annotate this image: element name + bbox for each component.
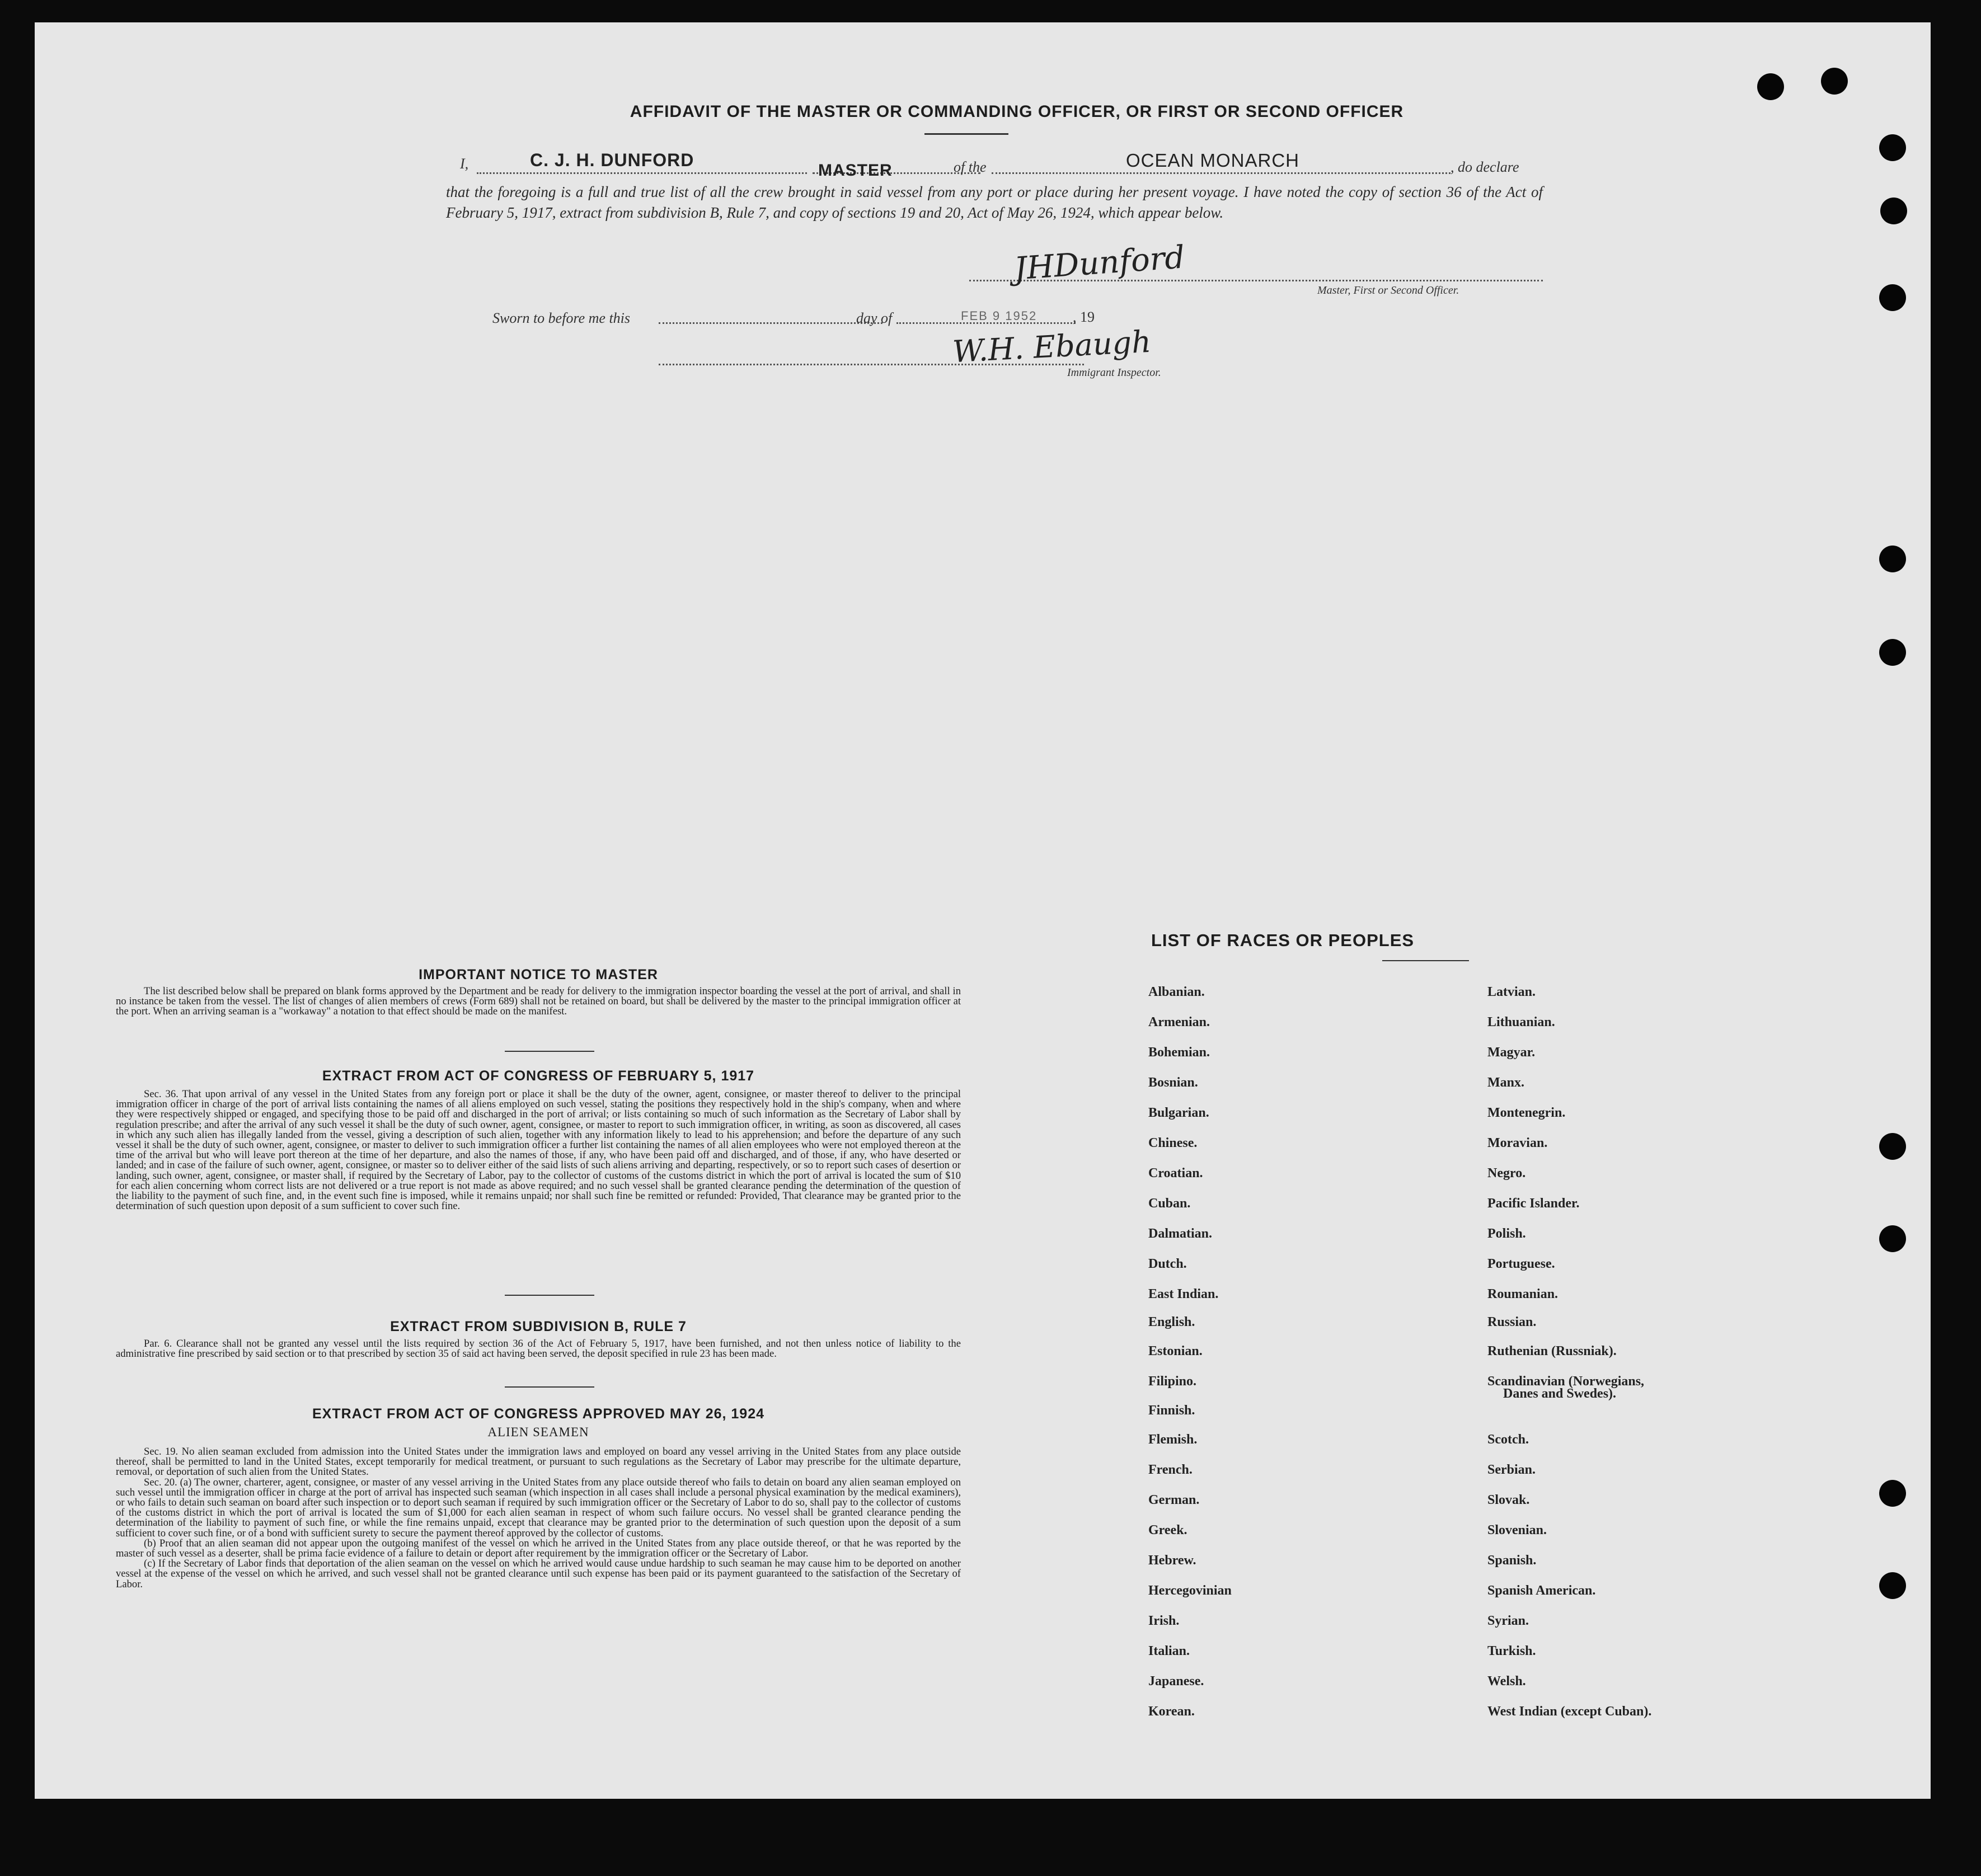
race-item: Hebrew. [1148,1553,1196,1568]
rule-7-text: Par. 6. Clearance shall not be granted any vessel until the lists required by section 36 of the Act of February 5, 1917, have been furnished, and not then unless notice of liability to the administrative fine prescribed by said section or to that prescribed by section 35 of said act having been served, the deposit specified in rule 23 has been made. [116,1338,961,1360]
of-the-label: of the [954,159,987,175]
race-item: Bulgarian. [1148,1106,1209,1120]
race-item: Danes and Swedes). [1503,1386,1617,1401]
important-notice-title: IMPORTANT NOTICE TO MASTER [419,967,658,982]
master-signature: JHDunford [1013,239,1186,288]
race-item: Armenian. [1148,1015,1210,1029]
act-1917-title: EXTRACT FROM ACT OF CONGRESS OF FEBRUARY 5, 1917 [322,1068,755,1084]
inspector-signature: W.H. Ebaugh [951,323,1152,370]
punch-hole [1880,198,1907,224]
race-item: Magyar. [1487,1045,1536,1060]
race-item: Bohemian. [1148,1045,1210,1060]
race-item: Croatian. [1148,1166,1203,1181]
race-item: Turkish. [1487,1644,1536,1658]
race-item: English. [1148,1315,1195,1329]
act-1924-text: Sec. 19. No alien seaman excluded from admission into the United States under the immigration laws and employed on board any vessel arriving in the United States from any place outside thereof, shall be permitted to land in the United States, except temporarily for medical treatment, or pursuant to such regulations as the Secretary of Labor may prescribe for the ultimate departure, removal, or deportation of such alien from the United States. Sec. 20. (a) The owner, charterer, agent, consignee, or master of any vessel arriving in the United States from any place outside thereof who fails to detain on board any alien seaman employed on such vessel until the immigration officer in charge at the port of arrival has inspected such seaman (which inspection in all cases shall include a personal physical examination by the medical examiners), or who fails to detain such seaman on board after such inspection or to deport such seaman if required by such immigration officer or the Secretary of Labor to do so, shall pay to the collector of customs of the customs district in which the port of arrival is located the sum of $1,000 for each alien seaman in respect of whom such failure occurs. No vessel shall be granted clearance pending the determination of the liability to payment of such fine, or while the fine remains unpaid, except that clearance may be granted prior to the determination of such question upon the deposit of a sum sufficient to cover such fine, or of a bond with sufficient surety to secure the payment thereof approved by the collector of customs. (b) Proof that an alien seaman did not appear upon the outgoing manifest of the vessel on which he arrived in the United States from any place outside thereof, or that he was reported by the master of such vessel as a deserter, shall be prima facie evidence of a failure to detain or deport after requirement by the immigration officer or the Secretary of Labor. (c) If the Secretary of Labor finds that deportation of the alien seaman on the vessel on which he arrived would cause undue hardship to such seaman he may cause him to be deported on another vessel at the expense of the vessel on which he arrived, and such vessel shall not be granted clearance until such expense has been paid or its payment guaranteed to the satisfaction of the Secretary of Labor. [116,1446,961,1590]
punch-hole [1879,1133,1906,1160]
race-item: Portuguese. [1487,1257,1555,1271]
race-item: Japanese. [1148,1674,1204,1689]
race-item: Spanish. [1487,1553,1537,1568]
rule-7-title: EXTRACT FROM SUBDIVISION B, RULE 7 [390,1319,687,1334]
race-item: Scandinavian (Norwegians, [1487,1374,1645,1389]
do-declare-label: , do declare [1450,159,1519,175]
race-item: Hercegovinian [1148,1583,1232,1598]
race-item: Estonian. [1148,1344,1203,1358]
race-item: Ruthenian (Russniak). [1487,1344,1617,1358]
punch-hole [1821,68,1848,95]
race-item: Negro. [1487,1166,1526,1181]
punch-hole [1879,1480,1906,1507]
vessel-name: OCEAN MONARCH [1126,150,1300,171]
inspector-caption: Immigrant Inspector. [1067,366,1161,379]
race-item: Greek. [1148,1523,1187,1538]
race-item: Korean. [1148,1704,1195,1719]
act-1917-text: Sec. 36. That upon arrival of any vessel in the United States from any foreign port or place it shall be the duty of the owner, agent, consignee, or master thereof to deliver to the principal immigration officer in charge of the port of arrival lists containing the names of all aliens employed on such vessel, stating the positions they respectively hold in the ship's company, when and where they were respectively shipped or engaged, and specifying those to be paid off and discharged in the port of arrival; or lists containing so much of such information as the Secretary of Labor shall by regulation prescribe; and after the arrival of any such vessel it shall be the duty of such owner, agent, consignee, or master to report to such immigration officer, in writing, as soon as discovered, all cases in which any such alien has illegally landed from the vessel, giving a description of such alien, together with any information likely to lead to his apprehension; and before the departure of any such vessel it shall be the duty of such owner, agent, consignee, or master to deliver to such immigration officer a further list containing the names of all alien employees who were not employed thereon at the time of the arrival but who will leave port thereon at the time of her departure, and also the names of those, if any, who have been paid off and discharged, and of those, if any, who have deserted or landed; and in case of the failure of such owner, agent, consignee, or master so to deliver either of the said lists of such aliens arriving and departing, respectively, or so to report such cases of desertion or landing, such owner, agent, consignee, or master shall, if required by the Secretary of Labor, pay to the collector of customs of the customs district in which the port of arrival is located the sum of $10 for each alien concerning whom correct lists are not delivered or a true report is not made as above required; and no such vessel shall be granted clearance pending the determination of the question of the liability to the payment of such fine, and, in the event such fine is imposed, while it remains unpaid; nor shall such fine be remitted or refunded: Provided, That clearance may be granted prior to the determination of such question upon deposit of a sum sufficient to cover such fine. [116,1088,961,1212]
name-line [477,172,807,174]
race-item: Scotch. [1487,1432,1529,1447]
punch-hole [1879,639,1906,666]
race-item: Slovenian. [1487,1523,1547,1538]
act-1924-title: EXTRACT FROM ACT OF CONGRESS APPROVED MAY 26, 1924 [312,1406,765,1422]
master-name: C. J. H. DUNFORD [530,150,694,170]
sworn-label: Sworn to before me this [492,310,631,326]
race-item: Finnish. [1148,1403,1195,1418]
affidavit-paragraph: that the foregoing is a full and true list of all the crew brought in said vessel from any port or place during her present voyage. I have noted the copy of section 36 of the Act of February 5, 1917, extract from subdivision B, Rule 7, and copy of sections 19 and 20, Act of May 26, 1924, which appear below. [446,184,1543,221]
important-notice-text: The list described below shall be prepared on blank forms approved by the Department and be ready for delivery to the immigration inspector boarding the vessel at the port of arrival, and shall in no instance be taken from the vessel. The list of changes of alien members of crews (Form 689) shall not be retained on board, but shall be delivered by the master to the principal immigration officer at the port. When an arriving seaman is a "workaway" a notation to that effect should be made on the manifest. [116,985,961,1018]
race-item: Syrian. [1487,1614,1529,1628]
race-item: Bosnian. [1148,1075,1198,1090]
races-divider [1382,960,1469,961]
race-item: Italian. [1148,1644,1190,1658]
race-item: Polish. [1487,1226,1526,1241]
sworn-day-line [659,322,882,324]
race-item: Irish. [1148,1614,1180,1628]
year-prefix: , 19 [1073,309,1095,325]
race-item: Roumanian. [1487,1287,1558,1301]
race-item: Chinese. [1148,1136,1198,1150]
master-caption: Master, First or Second Officer. [1317,284,1459,297]
punch-hole [1757,73,1784,100]
punch-hole [1879,1225,1906,1252]
manifest-page [35,22,1931,1799]
race-item: Moravian. [1487,1136,1548,1150]
race-item: German. [1148,1493,1200,1507]
race-item: Flemish. [1148,1432,1198,1447]
affidavit-title: AFFIDAVIT OF THE MASTER OR COMMANDING OFFICER, OR FIRST OR SECOND OFFICER [630,102,1404,121]
act-1924-subtitle: ALIEN SEAMEN [487,1425,589,1439]
punch-hole [1879,1572,1906,1599]
race-item: Dutch. [1148,1257,1187,1271]
race-item: Latvian. [1487,985,1536,999]
race-item: Slovak. [1487,1493,1530,1507]
races-title: LIST OF RACES OR PEOPLES [1151,930,1415,950]
day-of-label: day of [856,310,893,326]
race-item: Welsh. [1487,1674,1526,1689]
rule-7-divider [505,1386,594,1388]
race-item: French. [1148,1463,1193,1477]
punch-hole [1879,284,1906,311]
race-item: Russian. [1487,1315,1537,1329]
race-item: Filipino. [1148,1374,1197,1389]
punch-hole [1879,546,1906,572]
race-item: Spanish American. [1487,1583,1596,1598]
race-item: Lithuanian. [1487,1015,1555,1029]
race-item: Albanian. [1148,985,1205,999]
race-item: Cuban. [1148,1196,1191,1211]
race-item: Dalmatian. [1148,1226,1212,1241]
vessel-line [992,172,1450,174]
race-item: Montenegrin. [1487,1106,1566,1120]
affidavit-pronoun: I, [460,156,469,172]
race-item: West Indian (except Cuban). [1487,1704,1652,1719]
notice-divider [505,1051,594,1052]
race-item: Serbian. [1487,1463,1536,1477]
title-divider [924,133,1008,135]
act-1917-divider [505,1295,594,1296]
race-item: Manx. [1487,1075,1524,1090]
punch-hole [1879,134,1906,161]
race-item: East Indian. [1148,1287,1219,1301]
master-rank: MASTER [818,161,893,180]
date-stamp: FEB 9 1952 [961,309,1038,323]
race-item: Pacific Islander. [1487,1196,1580,1211]
